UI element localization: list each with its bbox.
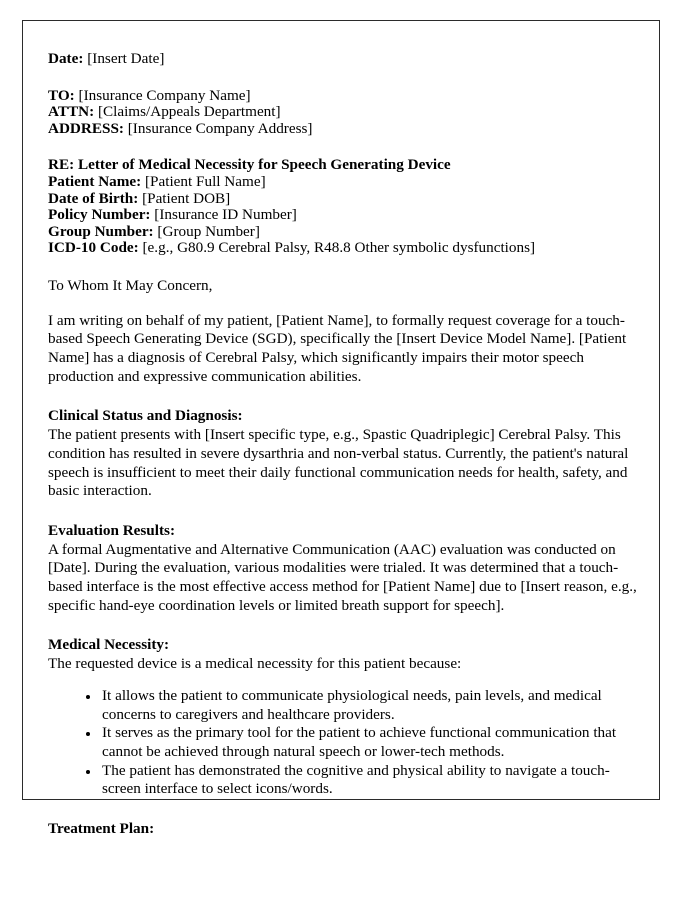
spacer-before-treatment-plan <box>48 799 637 820</box>
recipient-to-label: TO: <box>48 86 75 104</box>
icd10-code-value: [e.g., G80.9 Cerebral Palsy, R48.8 Other symbolic dysfunctions] <box>142 239 536 257</box>
date-line <box>48 51 637 68</box>
recipient-to-value: [Insurance Company Name] <box>78 86 251 104</box>
medical-necessity-heading: Medical Necessity: <box>48 636 170 654</box>
date-value: [Insert Date] <box>87 50 165 67</box>
policy-number-label: Policy Number: <box>48 206 151 224</box>
evaluation-results-body: A formal Augmentative and Alternative Communication (AAC) evaluation was conducted on [Date]. During the evaluation, various modalities were trialed. It was determined that a touch-based interface is the most effective access method for [Patient Name] due to [Insert reason, e.g., specific hand-eye coordination levels or limited breath support for speech]. <box>48 540 637 614</box>
patient-dob-label: Date of Birth: <box>48 189 139 207</box>
recipient-attn-line <box>48 104 637 121</box>
recipient-attn-value: [Claims/Appeals Department] <box>97 103 281 121</box>
spacer-after-salutation <box>48 296 637 312</box>
patient-name-label: Patient Name: <box>48 172 142 190</box>
recipient-to-line <box>48 88 637 105</box>
group-number-value: [Group Number] <box>157 222 260 240</box>
treatment-plan-heading: Treatment Plan: <box>48 820 155 838</box>
list-item: • The patient has demonstrated the cognitive and physical ability to navigate a touch-screen interface to select icons/words. <box>100 762 637 799</box>
policy-number-value: [Insurance ID Number] <box>154 206 297 224</box>
patient-dob-line <box>48 191 637 208</box>
group-number-label: Group Number: <box>48 222 154 240</box>
recipient-address-value: [Insurance Company Address] <box>127 119 313 137</box>
recipient-address-label: ADDRESS: <box>48 119 124 137</box>
icd10-code-line <box>48 240 637 257</box>
salutation: To Whom It May Concern, <box>48 276 213 294</box>
spacer-before-evaluation-results <box>48 501 637 522</box>
medical-necessity-body: The requested device is a medical necessity for this patient because: <box>48 655 462 673</box>
spacer-before-clinical-status <box>48 386 637 407</box>
spacer-after-date <box>48 68 637 88</box>
recipient-attn-label: ATTN: <box>48 103 95 121</box>
opening-paragraph: I am writing on behalf of my patient, [Patient Name], to formally request coverage for a touch-based Speech Generating Device (SGD), specifically the [Insert Device Model Name]. [Patient Name] has a diagnosis of Cerebral Palsy, which significantly impairs their motor speech production and expressive communication abilities. <box>48 311 627 385</box>
group-number-line <box>48 224 637 241</box>
clinical-status-heading: Clinical Status and Diagnosis: <box>48 407 243 425</box>
policy-number-line <box>48 207 637 224</box>
clinical-status-body: The patient presents with [Insert specific type, e.g., Spastic Quadriplegic] Cerebral Palsy. This condition has resulted in severe dysarthria and non-verbal status. Currently, the patient's natural speech is insufficient to meet their daily functional communication needs for health, safety, and basic interaction. <box>48 426 629 500</box>
patient-dob-value: [Patient DOB] <box>142 189 231 207</box>
document-body <box>23 21 659 839</box>
spacer-after-patient-info <box>48 257 637 277</box>
subject-heading: RE: Letter of Medical Necessity for Speech Generating Device <box>48 156 451 174</box>
list-item: • It serves as the primary tool for the patient to achieve functional communication that cannot be achieved through natural speech or lower-tech methods. <box>100 724 637 761</box>
patient-name-line <box>48 174 637 191</box>
evaluation-results-heading: Evaluation Results: <box>48 521 176 539</box>
date-label: Date: <box>48 50 84 67</box>
list-item: • It allows the patient to communicate physiological needs, pain levels, and medical concerns to caregivers and healthcare providers. <box>100 687 637 724</box>
icd10-code-label: ICD-10 Code: <box>48 239 139 257</box>
document-page <box>22 20 660 838</box>
spacer-before-medical-necessity <box>48 615 637 636</box>
spacer-after-recipient <box>48 137 637 157</box>
medical-necessity-bullet-list <box>48 687 637 799</box>
patient-name-value: [Patient Full Name] <box>145 172 266 190</box>
recipient-address-line <box>48 121 637 138</box>
